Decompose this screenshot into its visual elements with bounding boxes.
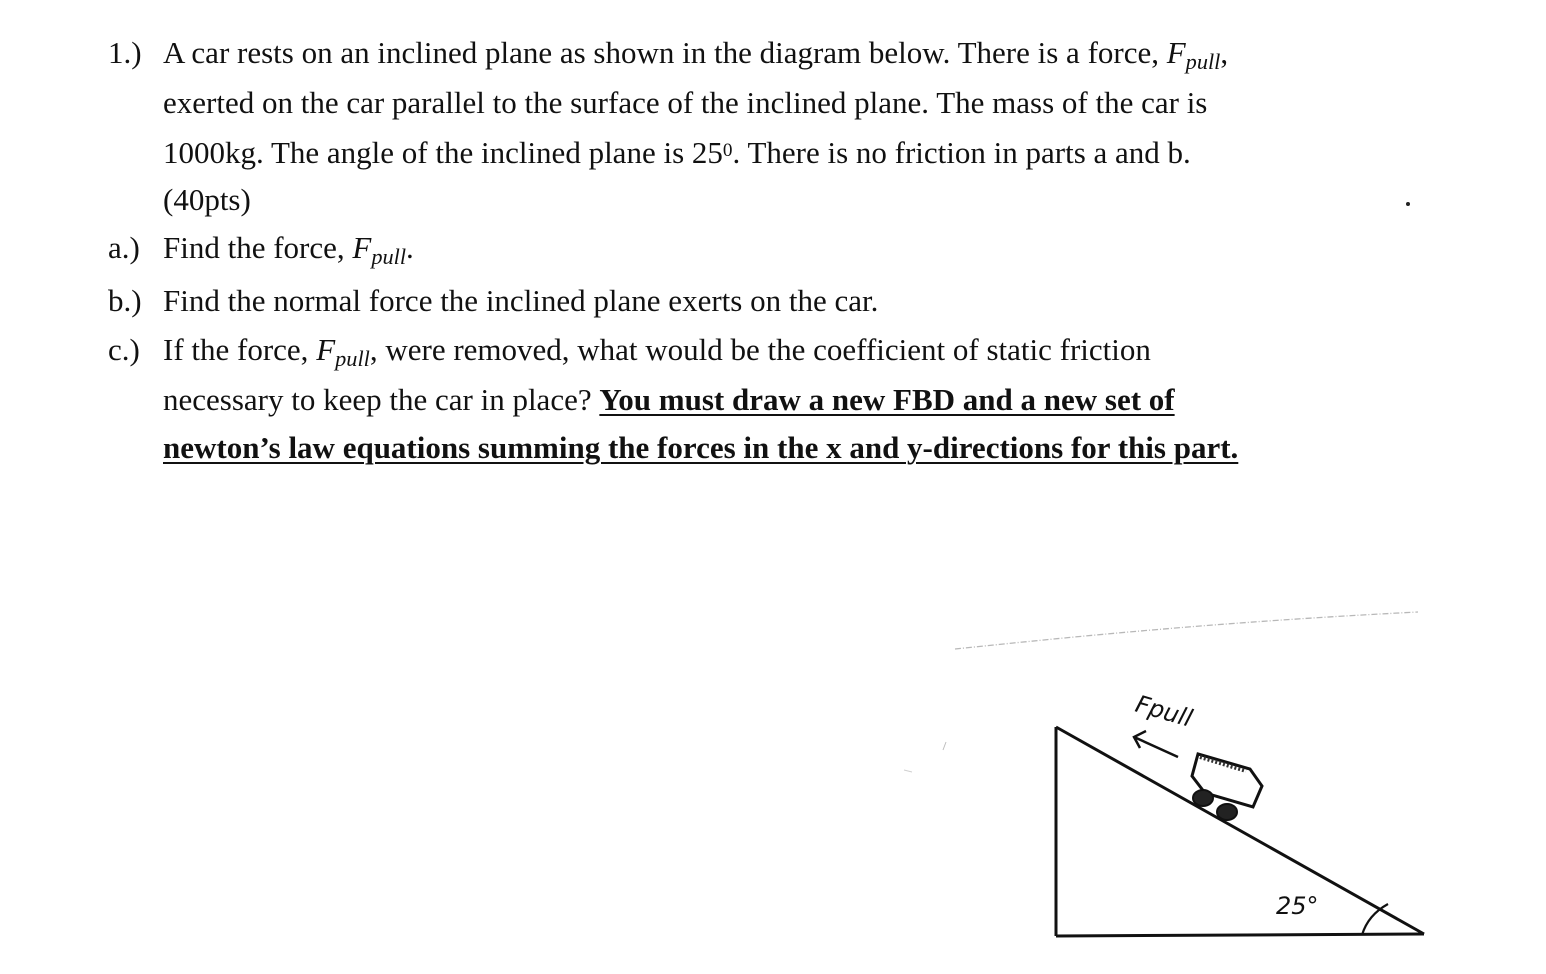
problem-line-1-text: A car rests on an inclined plane as shown in the diagram below. There is a force, [163,35,1167,70]
part-c-label: c.) [108,332,140,367]
problem-line-3-end: . There is no friction in parts a and b. [732,135,1191,170]
part-a-text: Find the force, $F_{pull}$. [163,230,414,270]
scan-mark [943,742,946,750]
scan-mark [904,770,912,772]
incline-surface [1056,727,1424,934]
instruction-emphasis-2: newton’s law equations summing the forces in the x and y-directions for this part. [163,430,1239,465]
part-c-line-2: necessary to keep the car in place? You must draw a new FBD and a new set of [163,382,1175,417]
part-b-label: b.) [108,283,142,318]
car-wheel [1193,790,1213,806]
part-a-label: a.) [108,230,140,265]
problem-line-3-text: 1000kg. The angle of the inclined plane is 25 [163,135,723,170]
instruction-emphasis-1: You must draw a new FBD and a new set of [599,382,1175,417]
arrow-up-left-icon [1134,731,1178,757]
fpull-symbol: $F_{pull}$ [352,230,407,270]
problem-number: 1.) [108,35,142,70]
problem-line-1-end: , [1220,35,1229,70]
points-label: (40pts) [163,182,251,217]
triangle-base [1056,934,1424,936]
fpull-symbol: $F_{pull}$ [316,332,370,372]
part-b-text: Find the normal force the inclined plane exerts on the car. [163,283,879,318]
degree-superscript: 0 [722,140,733,162]
force-label: Fpull [1132,689,1196,733]
car-wheel [1217,804,1237,820]
problem-line-2: exerted on the car parallel to the surface of the inclined plane. The mass of the car is [163,85,1208,120]
part-c-line-1: If the force, $F_{pull}$, were removed, what would be the coefficient of static friction [163,332,1151,372]
angle-label: 25° [1276,892,1319,920]
fpull-symbol: $F_{pull}$ [1166,35,1221,75]
scan-smudge-line [955,612,1418,649]
angle-arc [1362,904,1388,935]
